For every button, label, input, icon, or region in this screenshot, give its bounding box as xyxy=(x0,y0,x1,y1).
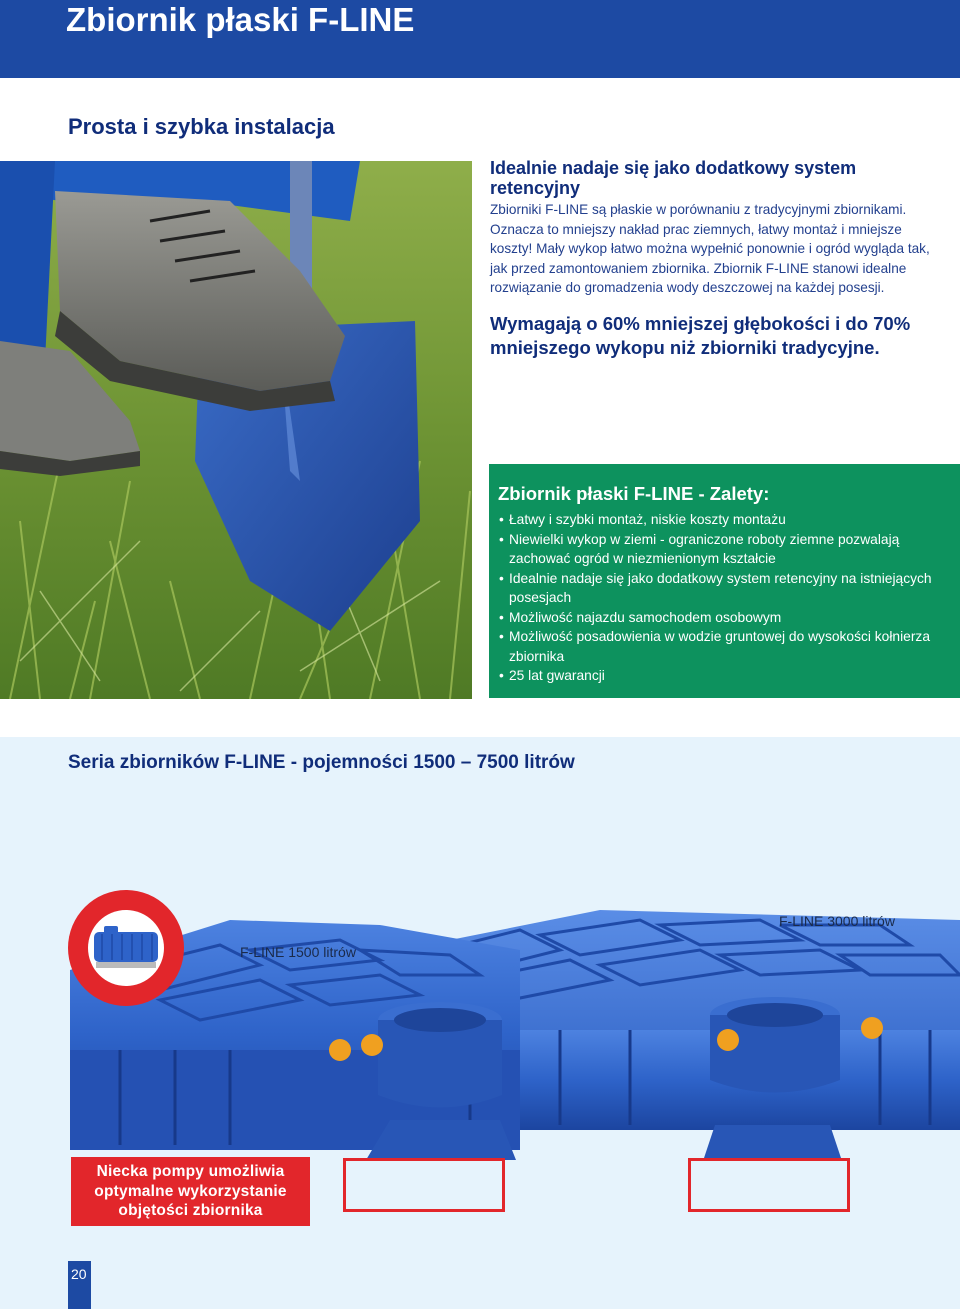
depth-callout: Wymagają o 60% mniejszej głębokości i do 70% mniejszego wykopu niż zbiorniki tradycyjne. xyxy=(490,312,911,359)
advantage-item: • Łatwy i szybki montaż, niskie koszty montażu xyxy=(499,510,954,530)
page-title: Zbiornik płaski F-LINE xyxy=(66,1,415,38)
advantage-item: • Możliwość najazdu samochodem osobowym xyxy=(499,608,954,628)
advantages-list xyxy=(499,510,954,686)
label-fline-1500: F-LINE 1500 litrów xyxy=(240,944,356,960)
intro-body: Zbiorniki F-LINE są płaskie w porównaniu z tradycyjnymi zbiornikami. Oznacza to mniejszy nakład prac ziemnych, łatwy montaż i mniejsze koszty! Mały wykop łatwo można wypełnić ponownie i ogród wygląda tak, jak przed zamontowaniem zbiornika. Zbiornik F-LINE stanowi idealne rozwiązanie do gromadzenia wody deszczowej na każdej posesji. xyxy=(490,202,930,296)
installation-photo xyxy=(0,161,472,699)
pump-sump-callout xyxy=(71,1157,310,1226)
warranty-badge xyxy=(66,888,186,1008)
series-title: Seria zbiorników F-LINE - pojemności 1500 – 7500 litrów xyxy=(68,752,575,773)
advantage-item: • Możliwość posadowienia w wodzie gruntowej do wysokości kołnierza zbiornika xyxy=(499,627,954,666)
sump-highlight-small xyxy=(343,1158,505,1212)
advantages-box xyxy=(489,464,960,698)
advantage-item: • 25 lat gwarancji xyxy=(499,666,954,686)
page-number: 20 xyxy=(71,1266,87,1282)
label-fline-3000: F-LINE 3000 litrów xyxy=(779,913,895,929)
section-title: Prosta i szybka instalacja xyxy=(68,114,335,139)
advantages-title: Zbiornik płaski F-LINE - Zalety: xyxy=(498,483,770,504)
intro-text xyxy=(490,158,930,361)
page-header xyxy=(0,0,960,78)
pump-sump-text: Niecka pompy umożliwia optymalne wykorzystanie objętości zbiornika xyxy=(94,1163,287,1220)
advantage-item: • Niewielki wykop w ziemi - ograniczone roboty ziemne pozwalają zachować ogród w niezmienionym kształcie xyxy=(499,530,954,569)
intro-heading: Idealnie nadaje się jako dodatkowy system retencyjny xyxy=(490,158,857,198)
advantage-item: • Idealnie nadaje się jako dodatkowy system retencyjny na istniejących posesjach xyxy=(499,569,954,608)
sump-highlight-large xyxy=(688,1158,850,1212)
